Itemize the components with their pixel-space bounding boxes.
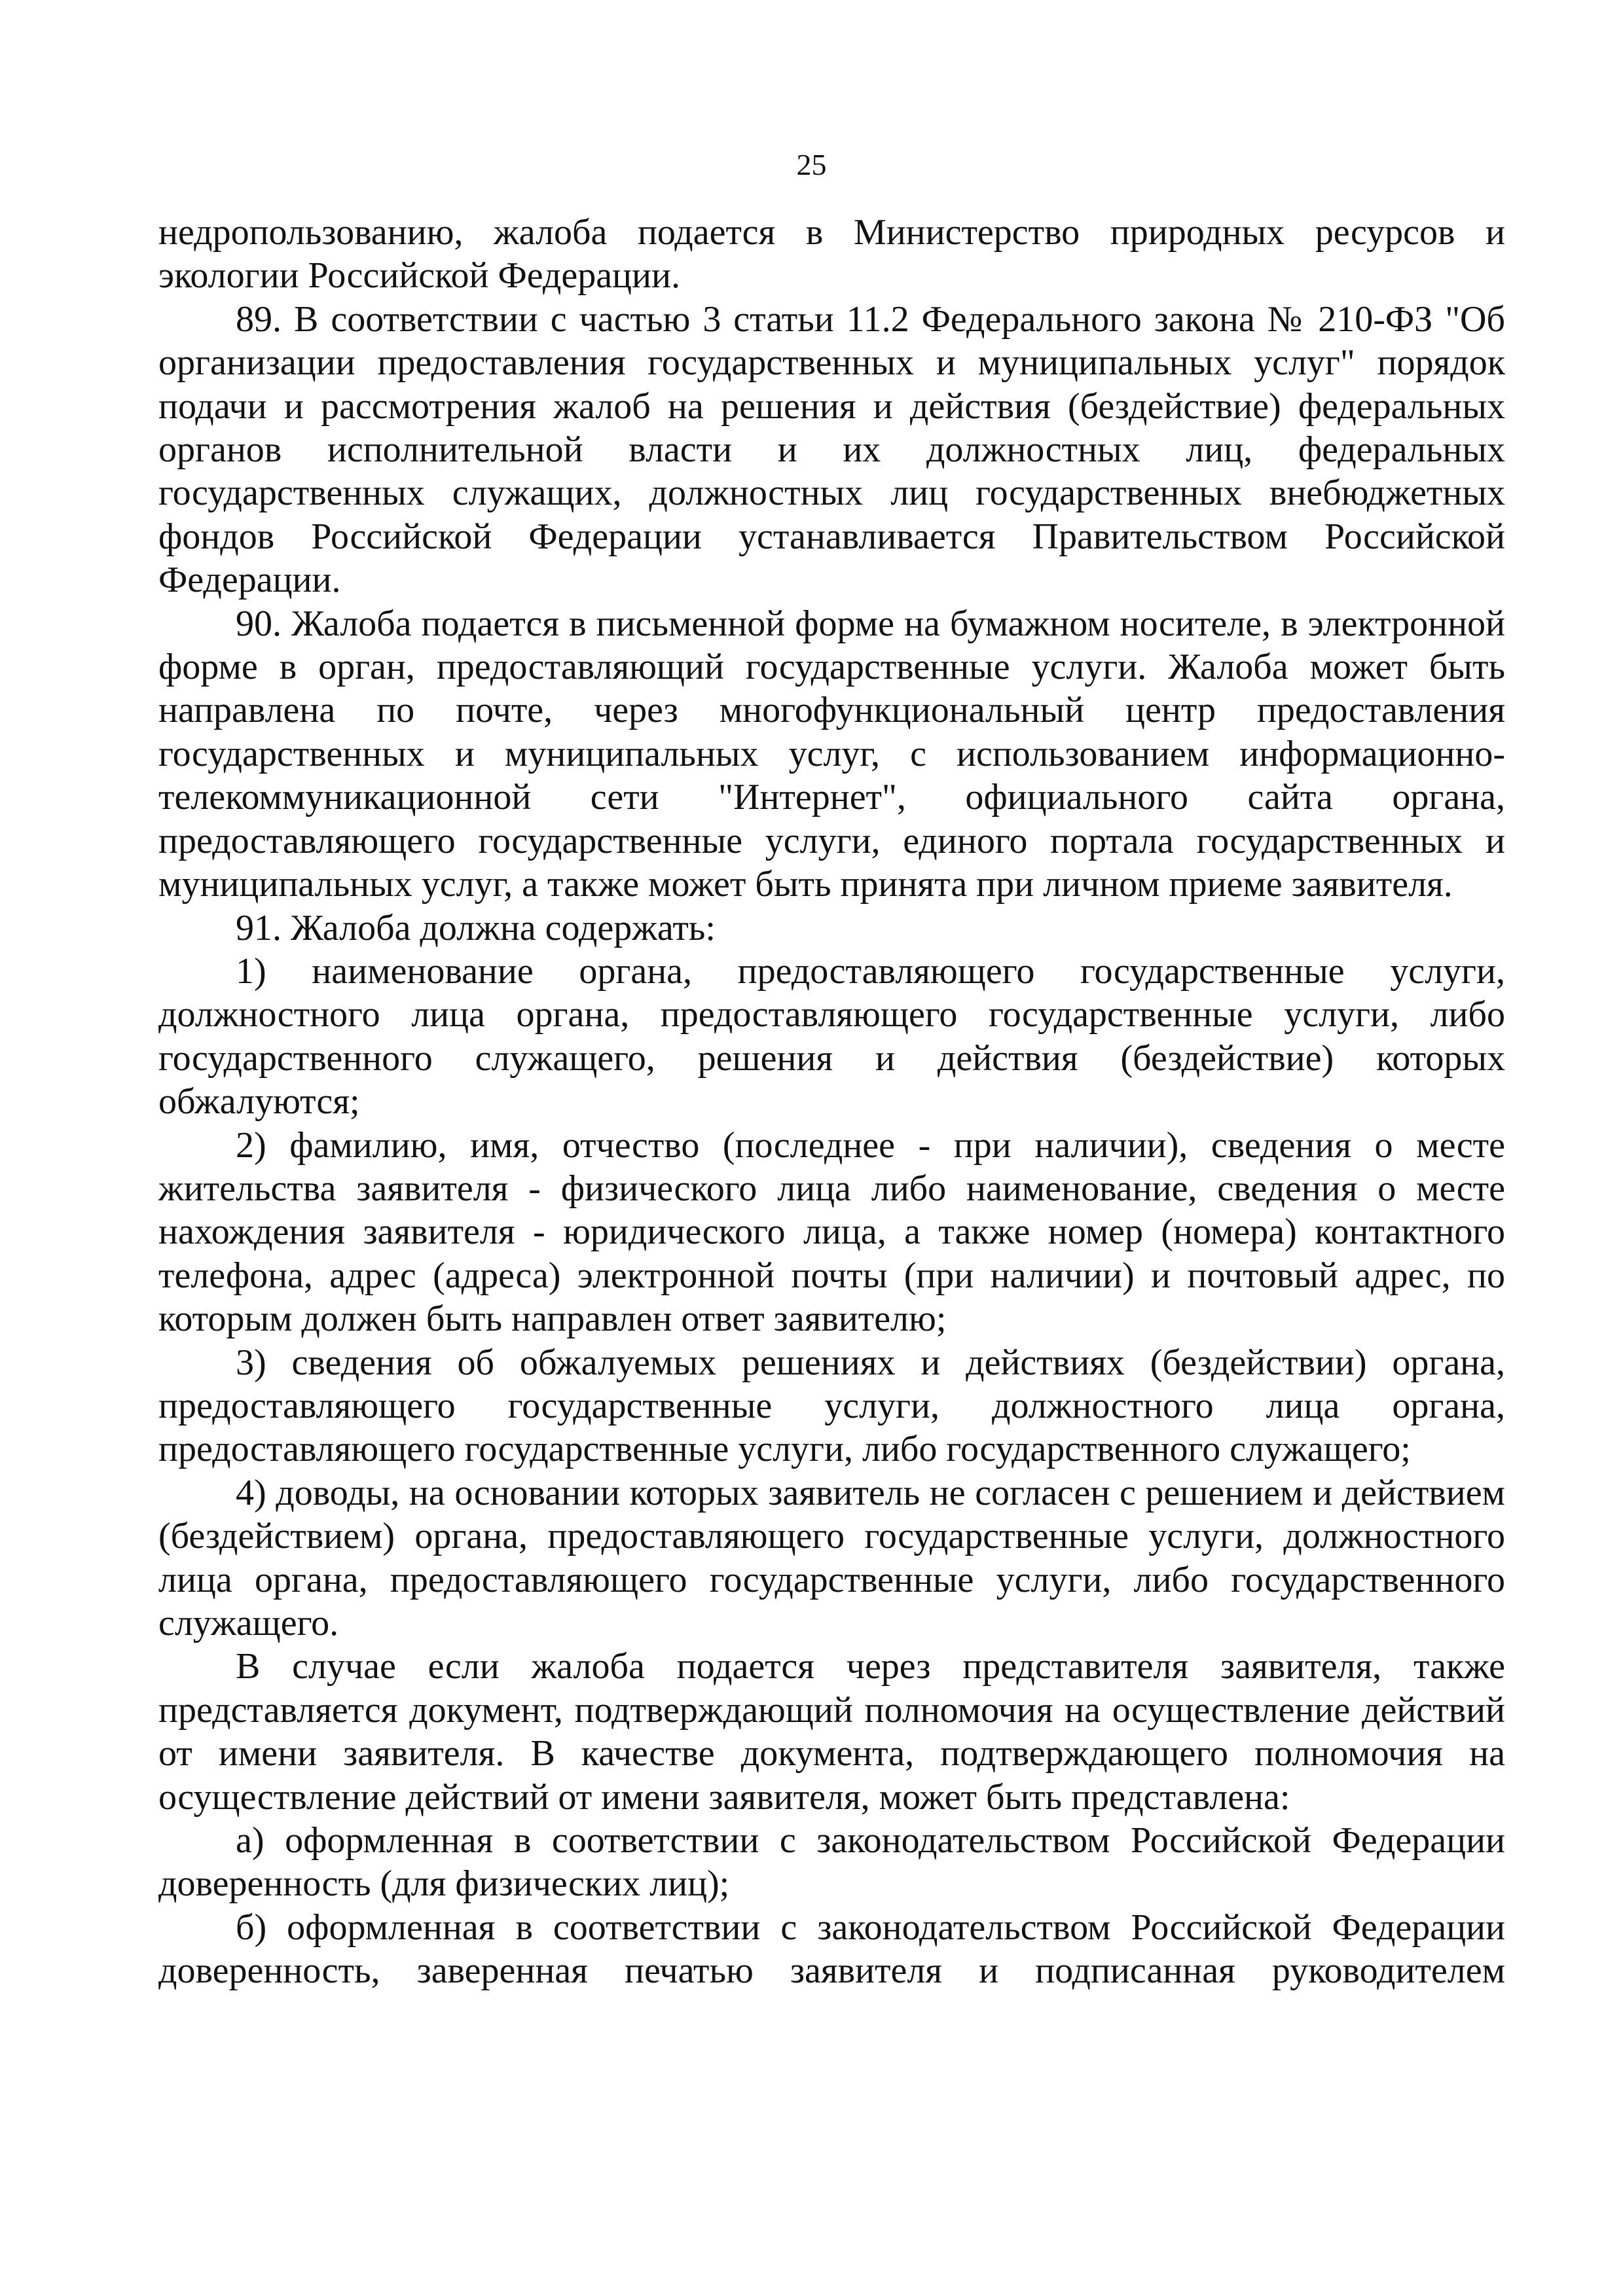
list-item-a: а) оформленная в соответствии с законодательством Российской Федерации доверенность (для физических лиц); bbox=[158, 1820, 1505, 1905]
paragraph-90: 90. Жалоба подается в письменной форме на бумажном носителе, в электронной форме в орган, предоставляющий государственные услуги. Жалоба может быть направлена по почте, через многофункциональный центр предоставления государственных и муниципальных услуг, с использованием информационно-телекоммуникационной сети "Интернет", официального сайта органа, предоставляющего государственные услуги, единого портала государственных и муниципальных услуг, а также может быть принята при личном приеме заявителя. bbox=[158, 603, 1505, 905]
paragraph-89: 89. В соответствии с частью 3 статьи 11.2 Федерального закона № 210-ФЗ "Об организации предоставления государственных и муниципальных услуг" порядок подачи и рассмотрения жалоб на решения и действия (бездействие) федеральных органов исполнительной власти и их должностных лиц, федеральных государственных служащих, должностных лиц государственных внебюджетных фондов Российской Федерации устанавливается Правительством Российской Федерации. bbox=[158, 298, 1505, 601]
paragraph-representative: В случае если жалоба подается через представителя заявителя, также представляется документ, подтверждающий полномочия на осуществление действий от имени заявителя. В качестве документа, подтверждающего полномочия на осуществление действий от имени заявителя, может быть представлена: bbox=[158, 1646, 1505, 1818]
paragraph-continuation: недропользованию, жалоба подается в Министерство природных ресурсов и экологии Российской Федерации. bbox=[158, 212, 1505, 296]
list-item-2: 2) фамилию, имя, отчество (последнее - при наличии), сведения о месте жительства заявителя - физического лица либо наименование, сведения о месте нахождения заявителя - юридического лица, а также номер (номера) контактного телефона, адрес (адреса) электронной почты (при наличии) и почтовый адрес, по которым должен быть направлен ответ заявителю; bbox=[158, 1124, 1505, 1340]
list-item-3: 3) сведения об обжалуемых решениях и действиях (бездействии) органа, предоставляющего государственные услуги, должностного лица органа, предоставляющего государственные услуги, либо государственного служащего; bbox=[158, 1342, 1505, 1470]
page-number: 25 bbox=[796, 148, 827, 181]
list-item-1: 1) наименование органа, предоставляющего государственные услуги, должностного лица органа, предоставляющего государственные услуги, либо государственного служащего, решения и действия (бездействие) которых обжалуются; bbox=[158, 950, 1505, 1122]
document-body bbox=[158, 211, 1505, 1993]
list-item-4: 4) доводы, на основании которых заявитель не согласен с решением и действием (бездействием) органа, предоставляющего государственные услуги, должностного лица органа, предоставляющего государственные услуги, либо государственного служащего. bbox=[158, 1472, 1505, 1643]
paragraph-91: 91. Жалоба должна содержать: bbox=[236, 907, 716, 948]
list-item-b: б) оформленная в соответствии с законодательством Российской Федерации доверенность, заверенная печатью заявителя и подписанная руководителем bbox=[158, 1907, 1505, 1992]
